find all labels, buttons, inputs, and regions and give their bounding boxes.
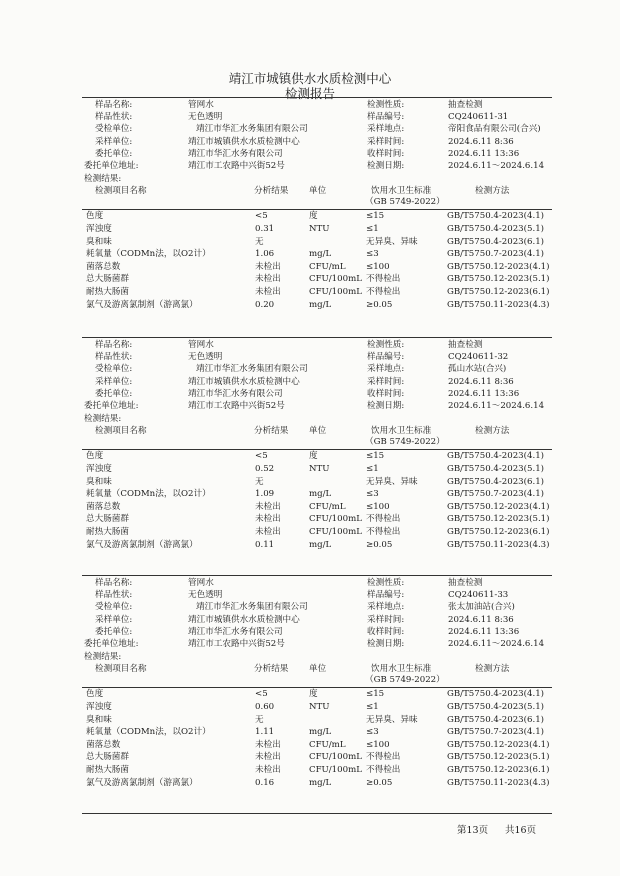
row-method: GB/T5750.4-2023(4.1)	[447, 211, 545, 222]
test-date-label: 检测日期:	[367, 161, 405, 171]
sampling-time-value: 2024.6.11 8:36	[448, 136, 514, 147]
sampling-time-label: 采样时间:	[367, 614, 405, 625]
col-header-method: 检测方法	[475, 664, 510, 675]
row-unit: CFU/100mL	[309, 752, 362, 763]
row-result: 未检出	[255, 514, 281, 525]
inspected-unit-label: 受检单位:	[95, 124, 133, 135]
row-limit: ≤15	[366, 689, 385, 700]
row-result: 未检出	[255, 274, 281, 285]
col-header-item: 检测项目名称	[95, 426, 147, 437]
row-method: GB/T5750.11-2023(4.3)	[447, 539, 550, 550]
row-limit: ≤15	[366, 211, 385, 222]
row-limit: ≤3	[366, 727, 379, 738]
row-result: 未检出	[255, 527, 281, 537]
commissioner-address-value: 靖江市工农路中兴街52号	[188, 161, 285, 171]
row-unit: CFU/100mL	[309, 527, 362, 537]
report-subtitle: 检测报告	[284, 86, 335, 101]
commissioning-unit-label: 委托单位:	[95, 626, 133, 637]
commissioner-address-label: 委托单位地址:	[84, 639, 139, 649]
row-limit: 无异臭、异味	[366, 476, 418, 487]
row-result: 0.11	[255, 539, 275, 550]
inspected-unit-label: 受检单位:	[95, 602, 133, 613]
sample-state-value: 无色透明	[188, 352, 223, 363]
sampling-location-value: 孤山水站(合兴)	[448, 364, 507, 375]
received-time-value: 2024.6.11 13:36	[448, 148, 520, 159]
row-unit: NTU	[309, 464, 330, 474]
sampling-time-label: 采样时间:	[367, 376, 405, 387]
sample-name-value: 管网水	[188, 100, 214, 110]
row-item: 菌落总数	[86, 501, 121, 512]
col-header-result: 分析结果	[254, 664, 289, 675]
row-result: 0.31	[255, 224, 275, 234]
row-unit: mg/L	[309, 489, 332, 500]
row-limit: 不得检出	[366, 274, 401, 285]
row-method: GB/T5750.4-2023(5.1)	[447, 702, 545, 712]
row-limit: 无异臭、异味	[366, 714, 418, 725]
commissioner-address-value: 靖江市工农路中兴街52号	[188, 639, 285, 649]
commissioning-unit-label: 委托单位:	[95, 388, 133, 399]
row-method: GB/T5750.7-2023(4.1)	[447, 727, 545, 738]
row-limit: ≤3	[366, 489, 379, 500]
commissioner-address-label: 委托单位地址:	[84, 161, 139, 171]
sample-number-value: CQ240611-33	[448, 590, 509, 601]
sample-number-value: CQ240611-31	[448, 112, 509, 123]
sample-number-label: 样品编号:	[367, 352, 405, 363]
row-method: GB/T5750.4-2023(6.1)	[447, 476, 545, 487]
row-result: 0.52	[255, 464, 275, 474]
sampling-time-label: 采样时间:	[367, 136, 405, 147]
col-header-standard-sub: （GB 5749-2022）	[365, 437, 445, 448]
page-bottom-rule	[82, 813, 552, 814]
row-item: 耐热大肠菌	[86, 765, 129, 775]
sampling-unit-label: 采样单位:	[95, 614, 133, 625]
row-limit: ≤1	[366, 224, 379, 234]
sampling-time-value: 2024.6.11 8:36	[448, 376, 514, 387]
row-result: 无	[255, 236, 264, 247]
commissioner-address-value: 靖江市工农路中兴街52号	[188, 401, 285, 411]
section-divider	[82, 337, 552, 338]
col-header-standard: 饮用水卫生标准	[371, 186, 432, 197]
inspected-unit-value: 靖江市华汇水务集团有限公司	[196, 364, 308, 375]
row-item: 耗氧量（CODMn法，以O2计）	[86, 249, 211, 260]
row-item: 耐热大肠菌	[86, 527, 129, 537]
row-method: GB/T5750.12-2023(5.1)	[447, 752, 550, 763]
row-item: 臭和味	[86, 714, 112, 725]
sample-state-label: 样品性状:	[95, 112, 133, 123]
inspected-unit-label: 受检单位:	[95, 364, 133, 375]
row-limit: 不得检出	[366, 752, 401, 763]
commissioning-unit-value: 靖江市华汇水务有限公司	[188, 626, 283, 637]
commissioning-unit-value: 靖江市华汇水务有限公司	[188, 388, 283, 399]
row-unit: 度	[309, 211, 318, 222]
sampling-unit-value: 靖江市城镇供水水质检测中心	[188, 376, 300, 387]
col-header-standard: 饮用水卫生标准	[371, 664, 432, 675]
row-item: 臭和味	[86, 476, 112, 487]
row-method: GB/T5750.12-2023(6.1)	[447, 287, 550, 297]
results-label: 检测结果:	[84, 174, 122, 185]
sampling-location-label: 采样地点:	[367, 364, 405, 375]
received-time-label: 收样时间:	[367, 388, 405, 399]
row-unit: NTU	[309, 224, 330, 234]
row-method: GB/T5750.4-2023(6.1)	[447, 236, 545, 247]
row-item: 氯气及游离氯制剂（游离氯）	[86, 539, 198, 550]
col-header-result: 分析结果	[254, 186, 289, 197]
row-limit: ≤1	[366, 702, 379, 712]
row-limit: 不得检出	[366, 514, 401, 525]
row-unit: CFU/mL	[309, 501, 346, 512]
received-time-label: 收样时间:	[367, 148, 405, 159]
test-type-label: 检测性质:	[367, 100, 405, 110]
sample-name-value: 管网水	[188, 578, 214, 588]
sampling-location-value: 张太加油站(合兴)	[448, 602, 515, 613]
row-item: 耗氧量（CODMn法，以O2计）	[86, 489, 211, 500]
section-divider	[82, 97, 552, 98]
commissioner-address-label: 委托单位地址:	[84, 401, 139, 411]
row-result: 1.11	[255, 727, 275, 738]
row-unit: CFU/100mL	[309, 765, 362, 775]
row-unit: 度	[309, 689, 318, 700]
col-header-unit: 单位	[309, 664, 327, 675]
row-unit: mg/L	[309, 727, 332, 738]
row-result: 无	[255, 714, 264, 725]
row-result: 未检出	[255, 739, 281, 750]
row-item: 臭和味	[86, 236, 112, 247]
received-time-value: 2024.6.11 13:36	[448, 388, 520, 399]
row-result: 0.16	[255, 777, 275, 788]
row-item: 总大肠菌群	[86, 274, 129, 285]
page-number: 第13页	[457, 825, 489, 836]
sampling-location-label: 采样地点:	[367, 124, 405, 135]
report-title: 靖江市城镇供水水质检测中心	[228, 71, 392, 86]
test-type-value: 抽查检测	[448, 100, 483, 110]
row-unit: CFU/mL	[309, 739, 346, 750]
sampling-location-value: 帝阳食品有限公司(合兴)	[448, 124, 541, 135]
row-method: GB/T5750.12-2023(5.1)	[447, 274, 550, 285]
sample-number-label: 样品编号:	[367, 590, 405, 601]
col-header-standard-sub: （GB 5749-2022）	[365, 197, 445, 208]
row-limit: ≤100	[366, 501, 390, 512]
row-item: 耐热大肠菌	[86, 287, 129, 297]
row-method: GB/T5750.12-2023(5.1)	[447, 514, 550, 525]
row-unit: mg/L	[309, 539, 332, 550]
row-unit: mg/L	[309, 299, 332, 310]
received-time-label: 收样时间:	[367, 626, 405, 637]
row-item: 氯气及游离氯制剂（游离氯）	[86, 777, 198, 788]
commissioning-unit-label: 委托单位:	[95, 148, 133, 159]
row-item: 色度	[86, 689, 104, 700]
results-label: 检测结果:	[84, 652, 122, 663]
section-divider	[82, 575, 552, 576]
sample-name-label: 样品名称:	[95, 578, 133, 588]
test-type-label: 检测性质:	[367, 578, 405, 588]
sample-name-value: 管网水	[188, 340, 214, 350]
test-date-value: 2024.6.11～2024.6.14	[448, 161, 545, 171]
row-method: GB/T5750.12-2023(4.1)	[447, 739, 550, 750]
sampling-location-label: 采样地点:	[367, 602, 405, 613]
sample-name-label: 样品名称:	[95, 100, 133, 110]
received-time-value: 2024.6.11 13:36	[448, 626, 520, 637]
sample-state-value: 无色透明	[188, 590, 223, 601]
row-limit: ≤100	[366, 261, 390, 272]
row-result: <5	[255, 211, 268, 222]
row-item: 总大肠菌群	[86, 752, 129, 763]
row-unit: CFU/100mL	[309, 287, 362, 297]
row-result: 0.60	[255, 702, 275, 712]
row-unit: CFU/100mL	[309, 514, 362, 525]
sampling-unit-label: 采样单位:	[95, 136, 133, 147]
col-header-item: 检测项目名称	[95, 664, 147, 675]
row-limit: ≥0.05	[366, 777, 393, 788]
row-result: 1.09	[255, 489, 275, 500]
row-result: 无	[255, 476, 264, 487]
test-date-label: 检测日期:	[367, 639, 405, 649]
row-method: GB/T5750.12-2023(6.1)	[447, 527, 550, 537]
sample-number-label: 样品编号:	[367, 112, 405, 123]
row-method: GB/T5750.4-2023(6.1)	[447, 714, 545, 725]
row-method: GB/T5750.7-2023(4.1)	[447, 489, 545, 500]
row-item: 氯气及游离氯制剂（游离氯）	[86, 299, 198, 310]
row-item: 菌落总数	[86, 739, 121, 750]
col-header-standard: 饮用水卫生标准	[371, 426, 432, 437]
row-method: GB/T5750.12-2023(6.1)	[447, 765, 550, 775]
row-item: 色度	[86, 211, 104, 222]
row-item: 耗氧量（CODMn法，以O2计）	[86, 727, 211, 738]
row-limit: ≤1	[366, 464, 379, 474]
test-date-value: 2024.6.11～2024.6.14	[448, 401, 545, 411]
commissioning-unit-value: 靖江市华汇水务有限公司	[188, 148, 283, 159]
row-result: 未检出	[255, 287, 281, 297]
row-method: GB/T5750.12-2023(4.1)	[447, 501, 550, 512]
sampling-unit-value: 靖江市城镇供水水质检测中心	[188, 614, 300, 625]
test-date-label: 检测日期:	[367, 401, 405, 411]
row-method: GB/T5750.4-2023(5.1)	[447, 224, 545, 234]
inspected-unit-value: 靖江市华汇水务集团有限公司	[196, 602, 308, 613]
row-item: 浑浊度	[86, 224, 112, 234]
col-header-unit: 单位	[309, 186, 327, 197]
sample-state-label: 样品性状:	[95, 590, 133, 601]
results-label: 检测结果:	[84, 414, 122, 425]
sample-number-value: CQ240611-32	[448, 352, 509, 363]
sample-state-value: 无色透明	[188, 112, 223, 123]
sampling-unit-label: 采样单位:	[95, 376, 133, 387]
row-unit: 度	[309, 451, 318, 462]
row-method: GB/T5750.4-2023(4.1)	[447, 451, 545, 462]
row-item: 浑浊度	[86, 702, 112, 712]
test-type-label: 检测性质:	[367, 340, 405, 350]
row-unit: mg/L	[309, 777, 332, 788]
row-result: 1.06	[255, 249, 275, 260]
row-item: 色度	[86, 451, 104, 462]
row-limit: ≥0.05	[366, 299, 393, 310]
col-header-unit: 单位	[309, 426, 327, 437]
row-result: 未检出	[255, 765, 281, 775]
sample-state-label: 样品性状:	[95, 352, 133, 363]
row-method: GB/T5750.11-2023(4.3)	[447, 777, 550, 788]
row-result: 0.20	[255, 299, 275, 310]
col-header-method: 检测方法	[475, 186, 510, 197]
test-type-value: 抽查检测	[448, 340, 483, 350]
col-header-standard-sub: （GB 5749-2022）	[365, 675, 445, 686]
row-limit: ≤15	[366, 451, 385, 462]
col-header-method: 检测方法	[475, 426, 510, 437]
row-limit: 无异臭、异味	[366, 236, 418, 247]
col-header-result: 分析结果	[254, 426, 289, 437]
row-limit: ≥0.05	[366, 539, 393, 550]
sampling-time-value: 2024.6.11 8:36	[448, 614, 514, 625]
row-limit: 不得检出	[366, 765, 401, 775]
row-method: GB/T5750.12-2023(4.1)	[447, 261, 550, 272]
inspected-unit-value: 靖江市华汇水务集团有限公司	[196, 124, 308, 135]
row-limit: 不得检出	[366, 287, 401, 297]
row-item: 总大肠菌群	[86, 514, 129, 525]
test-date-value: 2024.6.11～2024.6.14	[448, 639, 545, 649]
row-result: 未检出	[255, 261, 281, 272]
row-unit: CFU/mL	[309, 261, 346, 272]
row-method: GB/T5750.4-2023(5.1)	[447, 464, 545, 474]
row-limit: ≤3	[366, 249, 379, 260]
row-method: GB/T5750.11-2023(4.3)	[447, 299, 550, 310]
sampling-unit-value: 靖江市城镇供水水质检测中心	[188, 136, 300, 147]
row-unit: NTU	[309, 702, 330, 712]
row-method: GB/T5750.7-2023(4.1)	[447, 249, 545, 260]
row-result: 未检出	[255, 501, 281, 512]
row-limit: ≤100	[366, 739, 390, 750]
row-unit: mg/L	[309, 249, 332, 260]
row-unit: CFU/100mL	[309, 274, 362, 285]
row-limit: 不得检出	[366, 527, 401, 537]
sample-name-label: 样品名称:	[95, 340, 133, 350]
page-total: 共16页	[505, 825, 537, 836]
row-item: 浑浊度	[86, 464, 112, 474]
row-item: 菌落总数	[86, 261, 121, 272]
row-result: <5	[255, 689, 268, 700]
row-result: <5	[255, 451, 268, 462]
row-result: 未检出	[255, 752, 281, 763]
test-type-value: 抽查检测	[448, 578, 483, 588]
row-method: GB/T5750.4-2023(4.1)	[447, 689, 545, 700]
col-header-item: 检测项目名称	[95, 186, 147, 197]
